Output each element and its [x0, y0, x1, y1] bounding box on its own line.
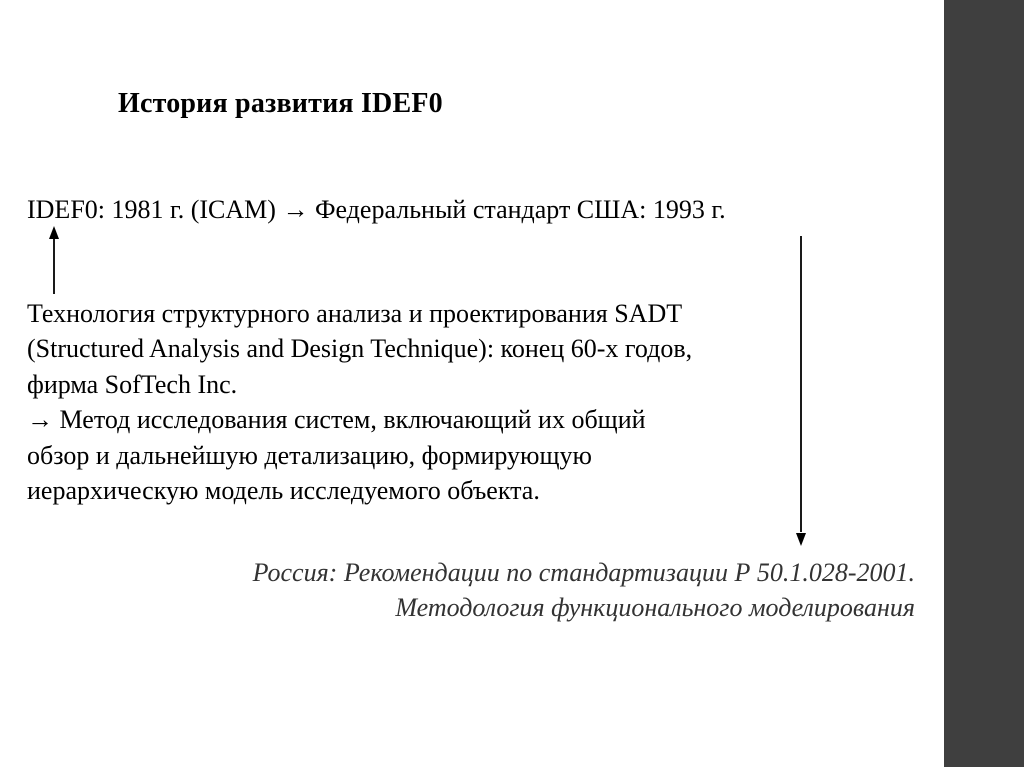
- note-line: Россия: Рекомендации по стандартизации Р 50.1.028-2001.: [252, 558, 915, 587]
- paragraph-line: обзор и дальнейшую детализацию, формирующую: [27, 440, 592, 470]
- paragraph-line: Технология структурного анализа и проектирования SADT: [27, 299, 683, 328]
- slide-title: История развития IDEF0: [118, 88, 443, 119]
- paragraph-line: (Structured Analysis and Design Technique): конец 60-х годов,: [27, 334, 693, 364]
- viewer-side-panel: [944, 0, 1024, 767]
- idef0-history-line: IDEF0: 1981 г. (ICAM) → Федеральный стандарт США: 1993 г.: [27, 195, 726, 224]
- up-arrow-icon: [44, 226, 64, 296]
- sadt-paragraph: [27, 296, 827, 508]
- paragraph-line: → Метод исследования систем, включающий их общий: [27, 405, 646, 435]
- paragraph-line: иерархическую модель исследуемого объекта.: [27, 476, 540, 506]
- paragraph-line: фирма SofTech Inc.: [27, 369, 238, 399]
- note-line: Методология функционального моделирования: [395, 593, 915, 622]
- russia-standard-note: [115, 555, 915, 625]
